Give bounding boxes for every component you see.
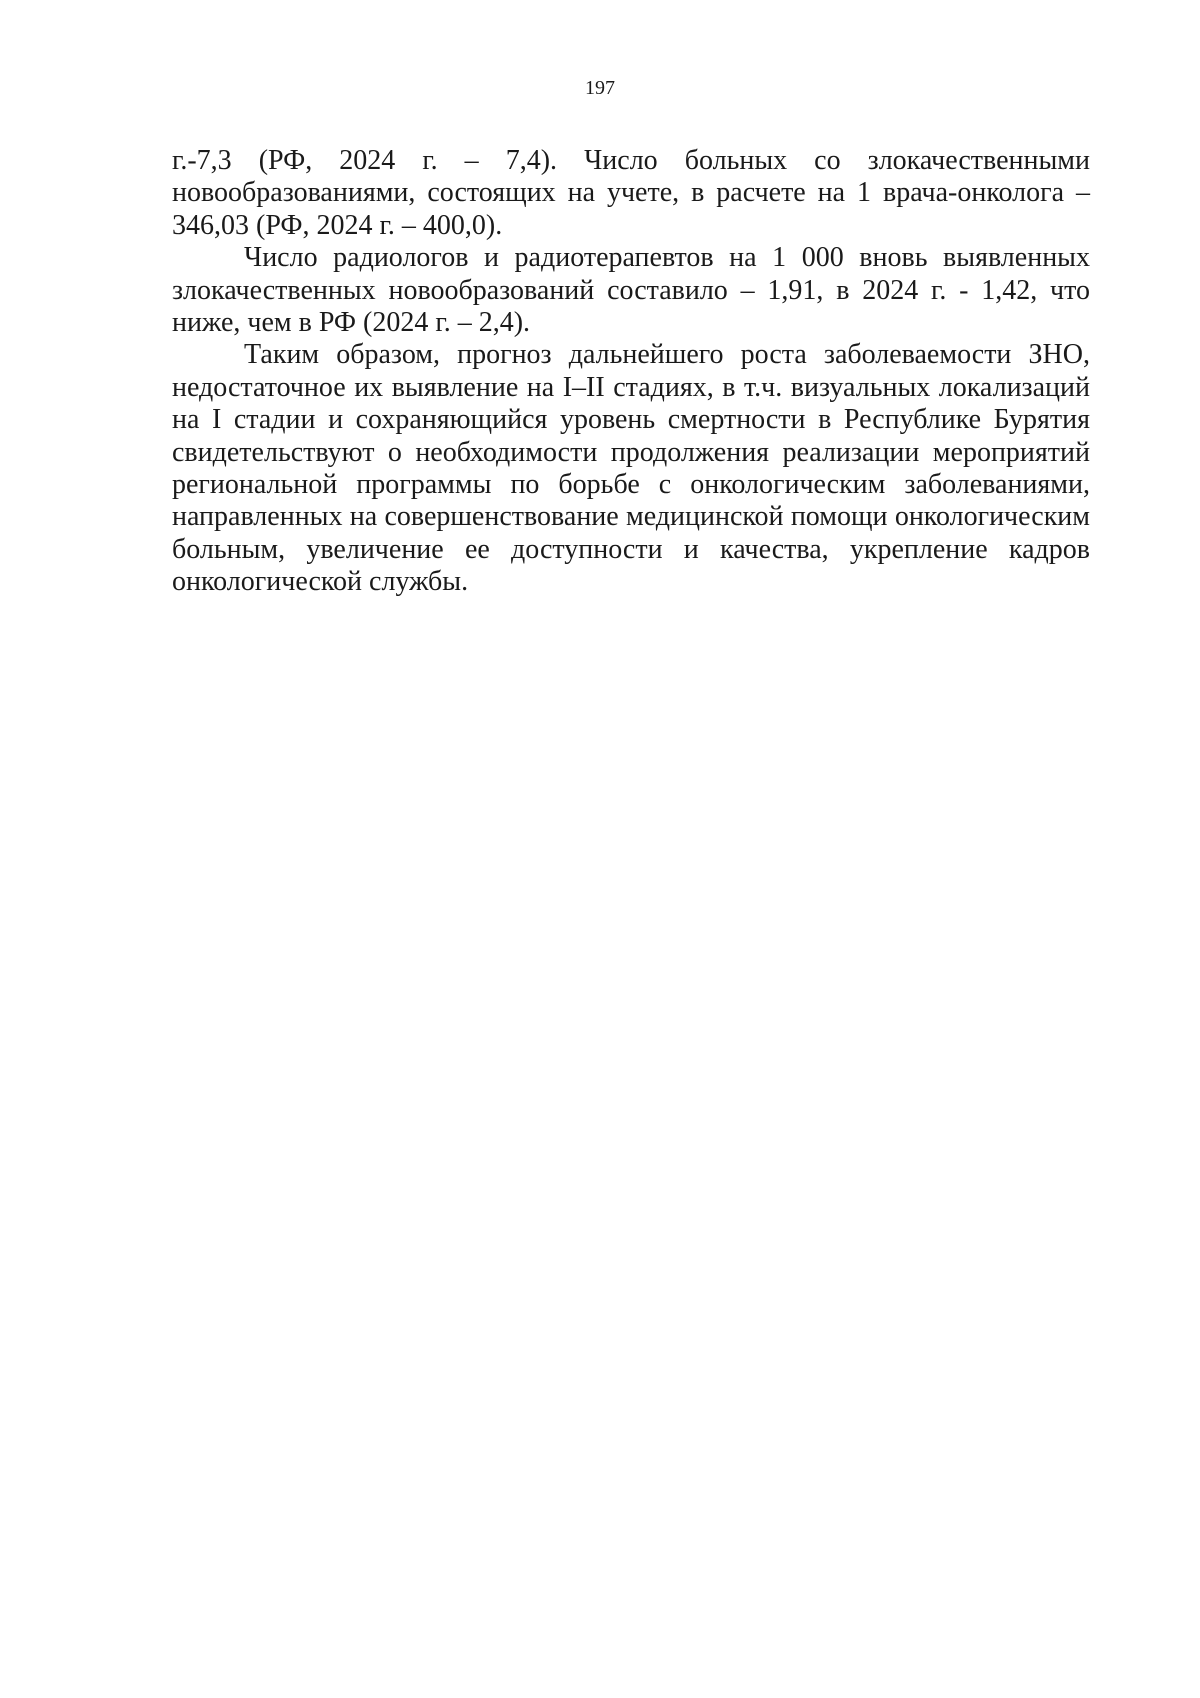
paragraph-radiologists: Число радиологов и радиотерапевтов на 1 000 вновь выявленных злокачественных новообразований составило – 1,91, в 2024 г. - 1,42, что ниже, чем в РФ (2024 г. – 2,4). <box>172 242 1090 339</box>
paragraph-conclusion: Таким образом, прогноз дальнейшего роста заболеваемости ЗНО, недостаточное их выявление на I–II стадиях, в т.ч. визуальных локализаций на I стадии и сохраняющийся уровень смертности в Республике Бурятия свидетельствуют о необходимости продолжения реализации мероприятий региональной программы по борьбе с онкологическим заболеваниями, направленных на совершенствование медицинской помощи онкологическим больным, увеличение ее доступности и качества, укрепление кадров онкологической службы. <box>172 339 1090 598</box>
paragraph-continuation: г.-7,3 (РФ, 2024 г. – 7,4). Число больных со злокачественными новообразованиями, состоящих на учете, в расчете на 1 врача-онколога – 346,03 (РФ, 2024 г. – 400,0). <box>172 145 1090 241</box>
page-number: 197 <box>585 77 615 99</box>
document-body <box>172 145 1090 599</box>
